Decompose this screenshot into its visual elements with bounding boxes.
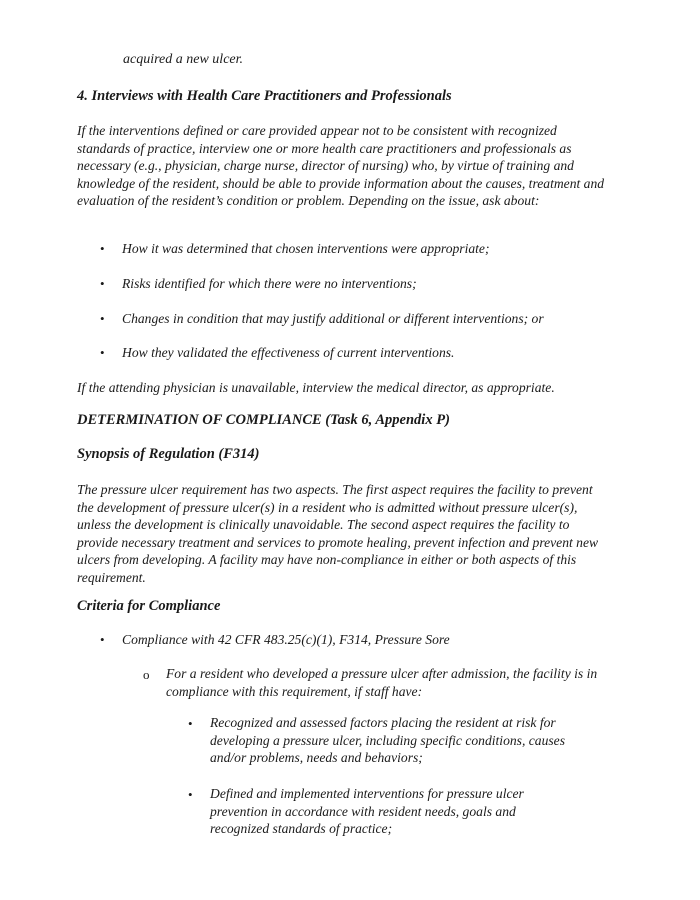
list-item bbox=[100, 632, 450, 648]
bullet-icon: • bbox=[100, 632, 105, 647]
list-item-text: Compliance with 42 CFR 483.25(c)(1), F314, Pressure Sore bbox=[122, 632, 450, 647]
continuation-text: acquired a new ulcer. bbox=[123, 52, 244, 67]
list-item bbox=[100, 241, 490, 257]
list-item bbox=[100, 276, 417, 292]
list-item-text: Changes in condition that may justify additional or different interventions; or bbox=[122, 311, 544, 326]
bullet-icon: • bbox=[188, 716, 193, 731]
list-item-text: How it was determined that chosen interventions were appropriate; bbox=[122, 241, 490, 256]
criteria-heading: Criteria for Compliance bbox=[77, 598, 221, 614]
circle-bullet-icon: o bbox=[143, 667, 150, 682]
bullet-icon: • bbox=[100, 311, 105, 326]
bullet-icon: • bbox=[100, 276, 105, 291]
list-item-text: How they validated the effectiveness of current interventions. bbox=[122, 345, 455, 360]
bullet-icon: • bbox=[100, 241, 105, 256]
sub-list-item: For a resident who developed a pressure ulcer after admission, the facility is in compliance with this requirement, if staff have: bbox=[166, 666, 598, 699]
bullet-icon: • bbox=[100, 345, 105, 360]
sub-sub-list-item: Defined and implemented interventions for pressure ulcer prevention in accordance with resident needs, goals and recognized standards of practice; bbox=[210, 786, 524, 837]
section-4-heading: 4. Interviews with Health Care Practitioners and Professionals bbox=[77, 88, 452, 104]
sub-sub-list-item: Recognized and assessed factors placing the resident at risk for developing a pressure ulcer, including specific conditions, causes and/or problems, needs and behaviors; bbox=[210, 715, 566, 766]
list-item bbox=[100, 311, 544, 327]
interviews-intro-paragraph: If the interventions defined or care provided appear not to be consistent with recognized standards of practice, interview one or more health care practitioners and professionals as necessary (e.g., physician, charge nurse, director of nursing) who, by virtue of training and knowledge of the resident, should be able to provide information about the causes, treatment and evaluation of the resident’s condition or problem. Depending on the issue, ask about: bbox=[77, 123, 605, 209]
list-item-text: Risks identified for which there were no interventions; bbox=[122, 276, 417, 291]
bullet-icon: • bbox=[188, 787, 193, 802]
synopsis-heading: Synopsis of Regulation (F314) bbox=[77, 446, 260, 462]
closing-paragraph: If the attending physician is unavailable, interview the medical director, as appropriate. bbox=[77, 380, 555, 395]
list-item bbox=[100, 345, 454, 361]
synopsis-paragraph: The pressure ulcer requirement has two aspects. The first aspect requires the facility to prevent the development of pressure ulcer(s) in a resident who is admitted without pressure ulcer(s), unless the development is clinically unavoidable. The second aspect requires the facility to provide necessary treatment and services to promote healing, prevent infection and prevent new ulcers from developing. A facility may have non-compliance in either or both aspects of this requirement. bbox=[77, 482, 599, 585]
determination-heading: DETERMINATION OF COMPLIANCE (Task 6, Appendix P) bbox=[77, 412, 450, 428]
